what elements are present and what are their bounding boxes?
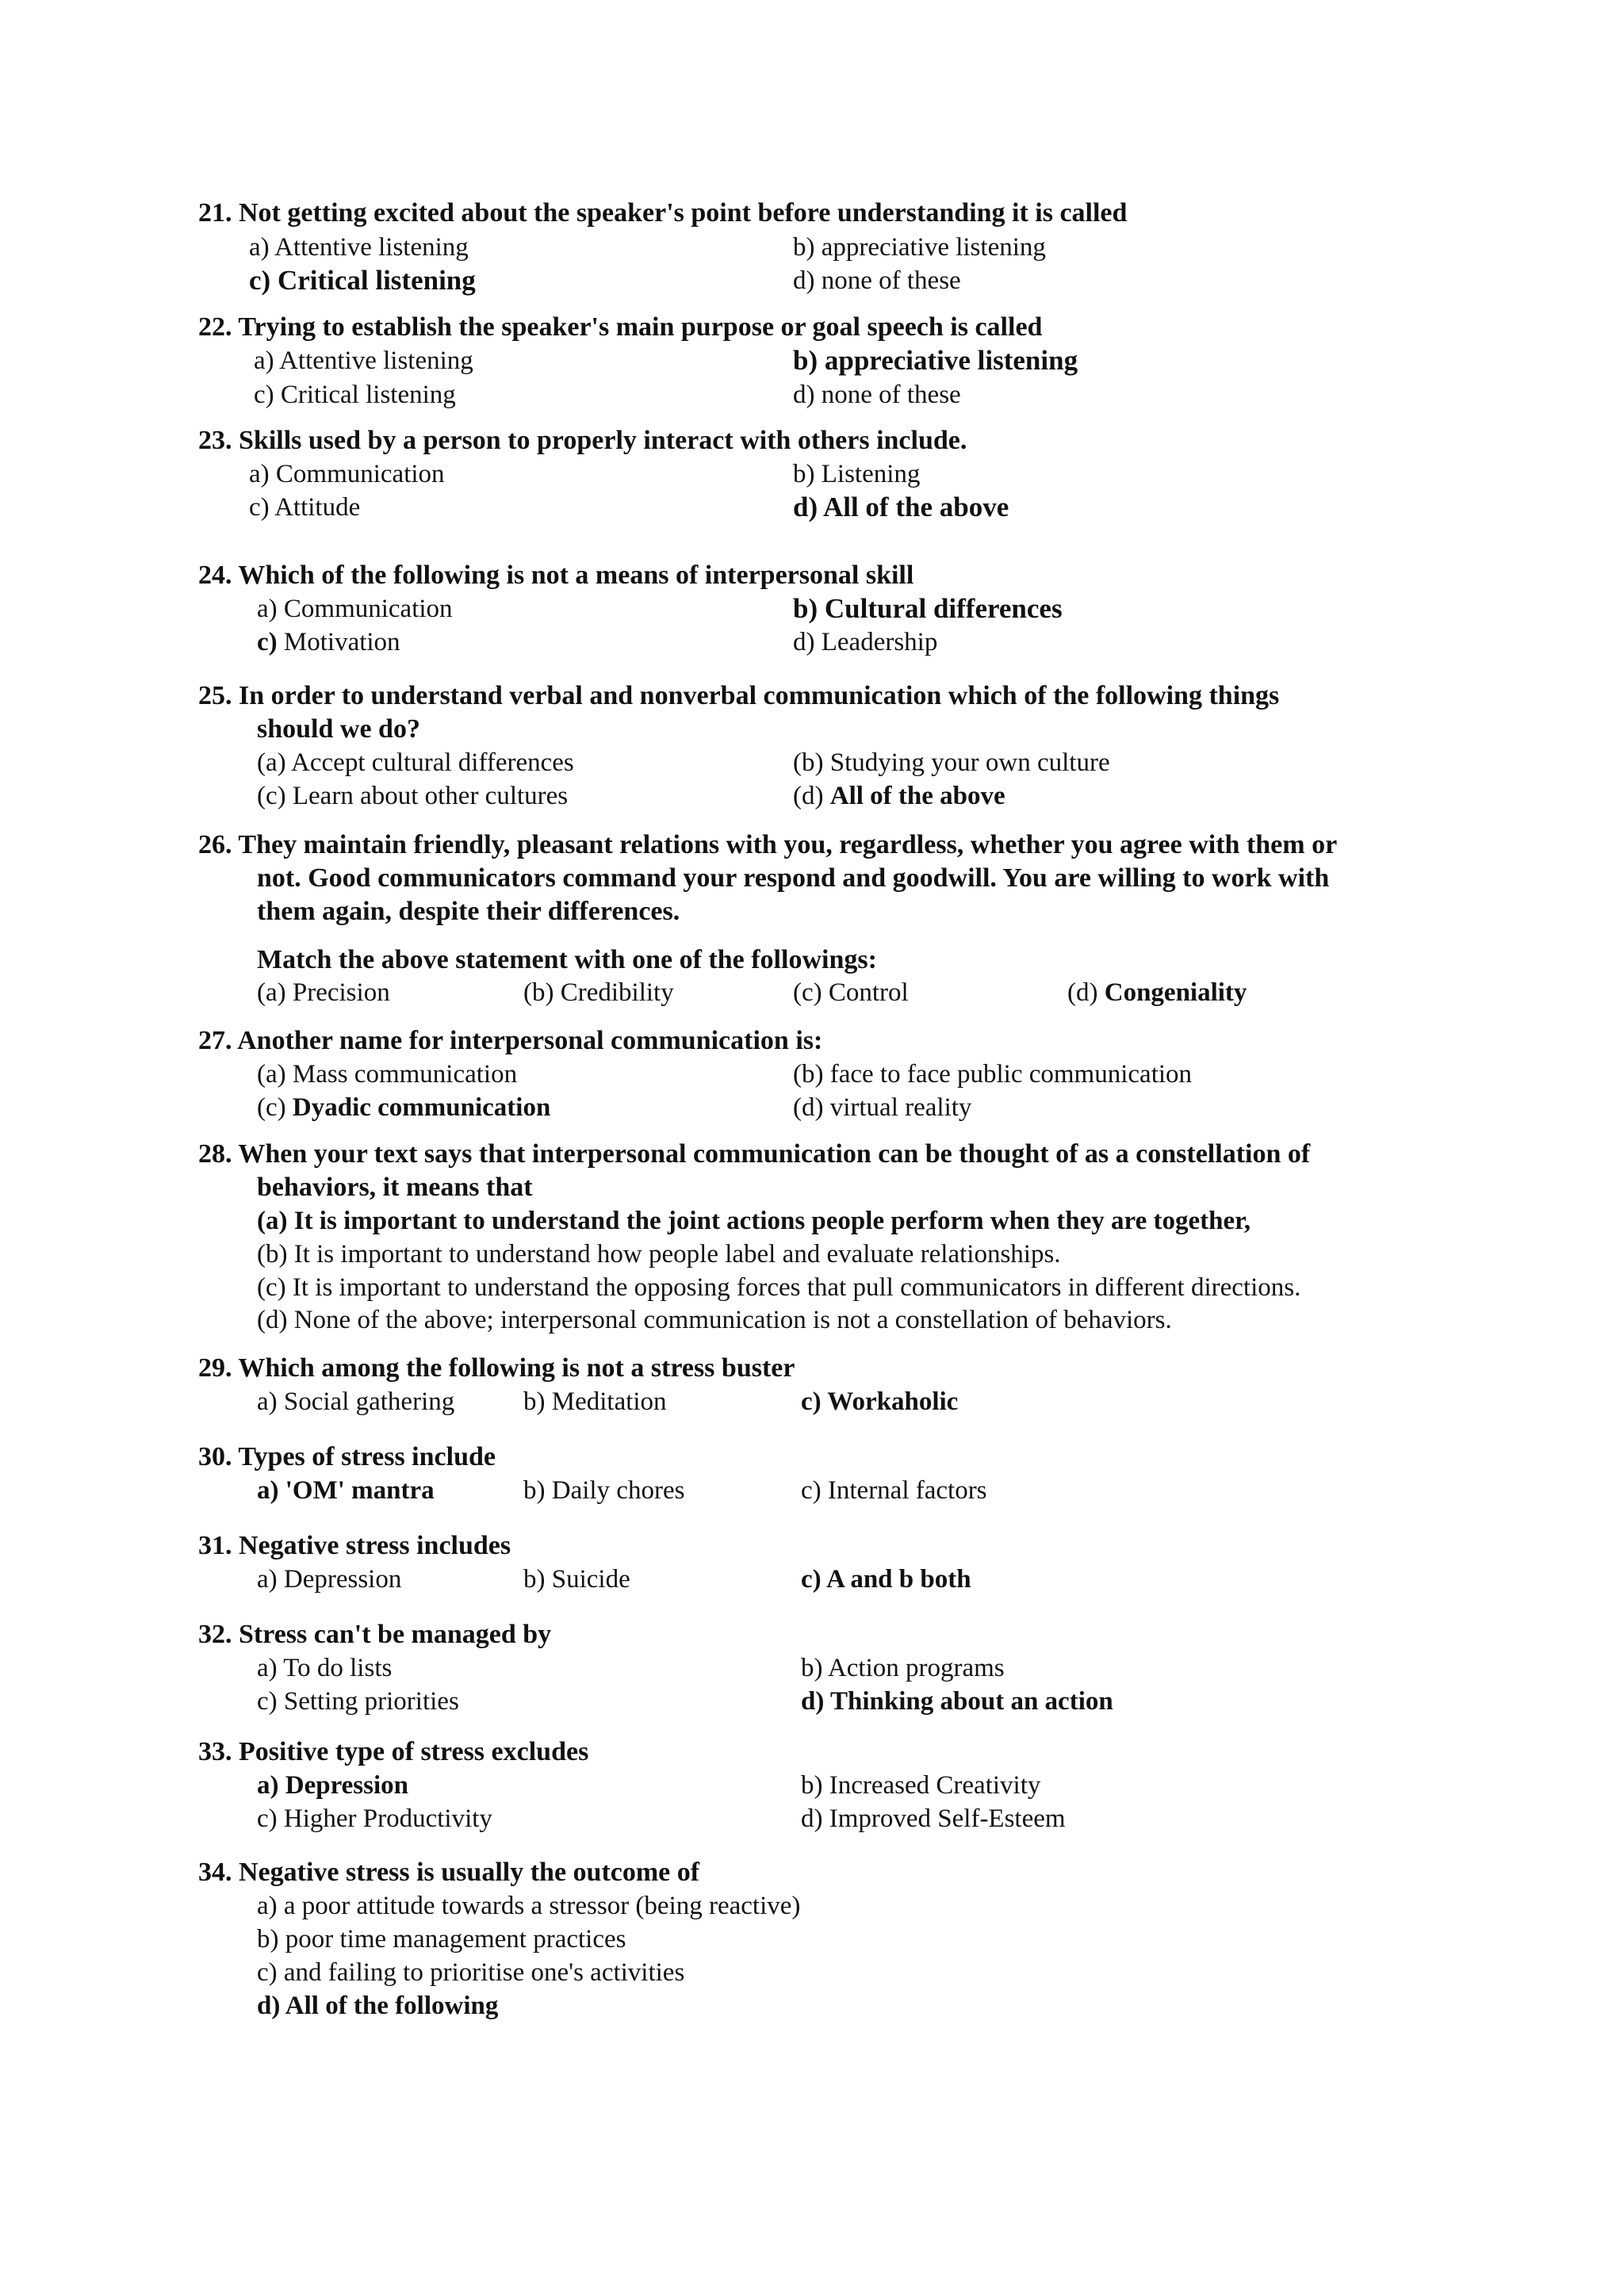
q33-option-a: a) Depression <box>257 1771 408 1800</box>
q33-option-c: c) Higher Productivity <box>257 1804 492 1833</box>
q28-option-b: (b) It is important to understand how people label and evaluate relationships. <box>257 1240 1061 1269</box>
question-26-line-1: 26. They maintain friendly, pleasant relations with you, regardless, whether you agree with them or <box>198 830 1338 859</box>
q21-option-b: b) appreciative listening <box>793 233 1046 262</box>
q27-option-c-label: (c) <box>257 1093 293 1122</box>
q24-option-c <box>257 626 400 658</box>
q26-option-d-text: Congeniality <box>1104 978 1247 1007</box>
question-33: 33. Positive type of stress excludes <box>198 1737 589 1766</box>
q31-option-a: a) Depression <box>257 1565 402 1594</box>
q24-option-c-text: Motivation <box>277 628 400 656</box>
q27-option-a: (a) Mass communication <box>257 1060 518 1089</box>
q27-option-b: (b) face to face public communication <box>793 1060 1193 1089</box>
q23-option-b: b) Listening <box>793 460 921 488</box>
question-25-line-1: 25. In order to understand verbal and nonverbal communication which of the following things <box>198 681 1280 710</box>
question-25-line-2: should we do? <box>257 714 420 744</box>
question-28-line-2: behaviors, it means that <box>257 1173 533 1202</box>
q29-option-a: a) Social gathering <box>257 1387 455 1416</box>
q30-option-c: c) Internal factors <box>801 1476 987 1505</box>
q26-match-prompt: Match the above statement with one of the followings: <box>257 945 877 974</box>
q23-option-a: a) Communication <box>249 460 445 488</box>
q28-option-c: (c) It is important to understand the opposing forces that pull communicators in different directions. <box>257 1273 1301 1302</box>
q21-option-a: a) Attentive listening <box>249 233 469 262</box>
q26-option-b: (b) Credibility <box>523 978 674 1007</box>
question-24: 24. Which of the following is not a means of interpersonal skill <box>198 561 914 590</box>
q33-option-b: b) Increased Creativity <box>801 1771 1041 1800</box>
q24-option-c-label: c) <box>257 628 278 656</box>
q32-option-d: d) Thinking about an action <box>801 1687 1113 1716</box>
q34-option-b: b) poor time management practices <box>257 1925 626 1954</box>
q26-option-d <box>1067 977 1247 1008</box>
q26-option-a: (a) Precision <box>257 978 390 1007</box>
question-32: 32. Stress can't be managed by <box>198 1620 552 1649</box>
question-23: 23. Skills used by a person to properly interact with others include. <box>198 426 967 455</box>
q32-option-b: b) Action programs <box>801 1654 1005 1682</box>
question-26-line-2: not. Good communicators command your respond and goodwill. You are willing to work with <box>257 863 1330 893</box>
q23-option-c: c) Attitude <box>249 493 361 522</box>
question-29: 29. Which among the following is not a stress buster <box>198 1353 795 1383</box>
q24-option-d: d) Leadership <box>793 628 938 656</box>
question-28-line-1: 28. When your text says that interpersonal communication can be thought of as a constellation of <box>198 1139 1311 1169</box>
q26-option-c: (c) Control <box>793 978 909 1007</box>
question-21: 21. Not getting excited about the speaker's point before understanding it is called <box>198 198 1128 228</box>
q29-option-c: c) Workaholic <box>801 1387 959 1416</box>
q27-option-d: (d) virtual reality <box>793 1093 972 1122</box>
q29-option-b: b) Meditation <box>523 1387 667 1416</box>
q25-option-d-label: (d) <box>793 782 830 810</box>
q28-option-a: (a) It is important to understand the joint actions people perform when they are together, <box>257 1207 1251 1235</box>
q34-option-a: a) a poor attitude towards a stressor (being reactive) <box>257 1892 801 1920</box>
q24-option-a: a) Communication <box>257 595 453 623</box>
q25-option-a: (a) Accept cultural differences <box>257 748 574 777</box>
q27-option-c <box>257 1092 550 1123</box>
q25-option-d <box>793 780 1005 812</box>
q30-option-a: a) 'OM' mantra <box>257 1476 435 1505</box>
q22-option-a: a) Attentive listening <box>254 346 473 375</box>
q32-option-c: c) Setting priorities <box>257 1687 459 1716</box>
q32-option-a: a) To do lists <box>257 1654 393 1682</box>
q33-option-d: d) Improved Self-Esteem <box>801 1804 1066 1833</box>
question-27: 27. Another name for interpersonal communication is: <box>198 1026 823 1055</box>
q22-option-c: c) Critical listening <box>254 381 456 409</box>
question-34: 34. Negative stress is usually the outcome of <box>198 1858 700 1887</box>
q24-option-b: b) Cultural differences <box>793 593 1063 624</box>
q27-option-c-text: Dyadic communication <box>292 1093 551 1122</box>
q28-option-d: (d) None of the above; interpersonal communication is not a constellation of behaviors. <box>257 1306 1172 1334</box>
q22-option-d: d) none of these <box>793 381 961 409</box>
q21-option-c: c) Critical listening <box>249 265 476 296</box>
question-22: 22. Trying to establish the speaker's main purpose or goal speech is called <box>198 312 1043 342</box>
q34-option-d: d) All of the following <box>257 1992 499 2020</box>
q31-option-c: c) A and b both <box>801 1565 971 1594</box>
q25-option-c: (c) Learn about other cultures <box>257 782 569 810</box>
question-26-line-3: them again, despite their differences. <box>257 897 680 926</box>
q26-option-d-label: (d) <box>1067 978 1105 1007</box>
q25-option-b: (b) Studying your own culture <box>793 748 1110 777</box>
question-30: 30. Types of stress include <box>198 1442 496 1471</box>
q31-option-b: b) Suicide <box>523 1565 630 1594</box>
q34-option-c: c) and failing to prioritise one's activities <box>257 1958 685 1987</box>
q21-option-d: d) none of these <box>793 266 961 295</box>
question-31: 31. Negative stress includes <box>198 1531 511 1560</box>
q23-option-d: d) All of the above <box>793 492 1009 522</box>
q22-option-b: b) appreciative listening <box>793 345 1078 376</box>
q25-option-d-text: All of the above <box>829 782 1005 810</box>
q30-option-b: b) Daily chores <box>523 1476 685 1505</box>
